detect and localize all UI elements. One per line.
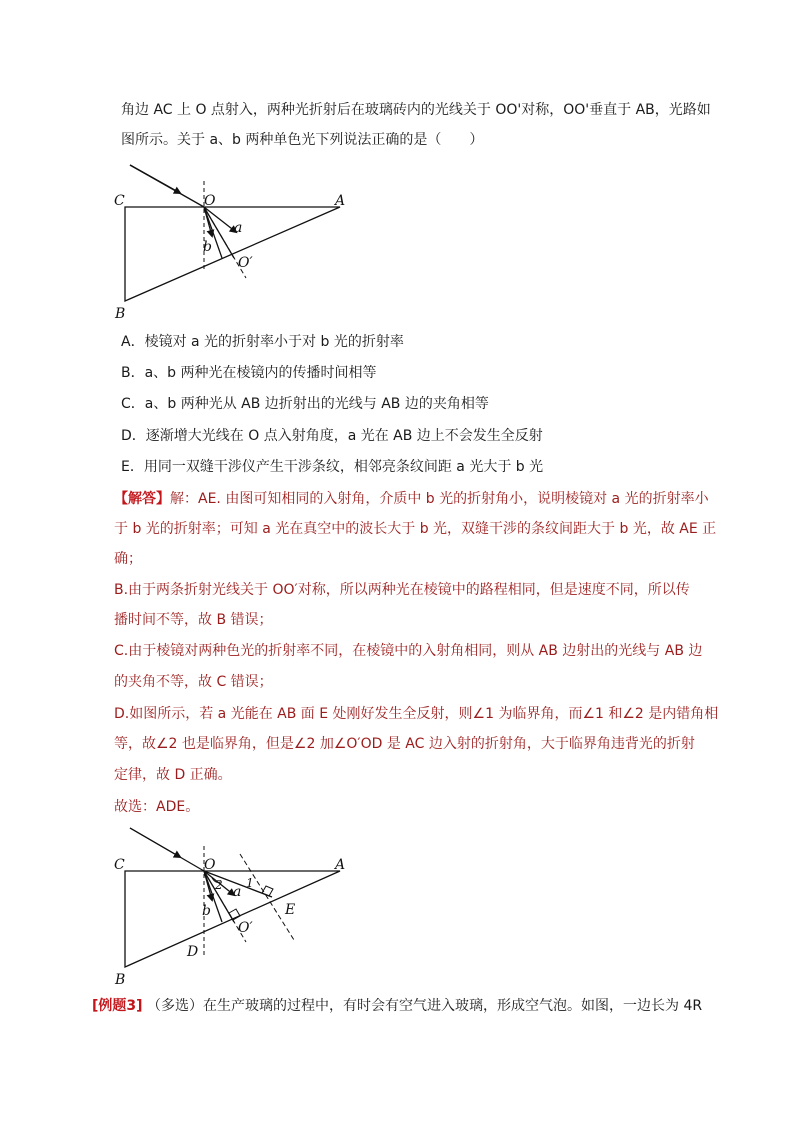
answer-line: 的夹角不等，故 C 错误；: [114, 674, 273, 690]
ray-label-b: b: [203, 239, 212, 255]
vertex-label-o: O: [204, 857, 216, 873]
option-a: A．棱镜对 a 光的折射率小于对 b 光的折射率: [121, 334, 404, 350]
point-label-oprime: O′: [238, 255, 253, 271]
answer-line: [114, 490, 709, 508]
answer-line: C.由于棱镜对两种色光的折射率不同，在棱镜中的入射角相同，则从 AB 边射出的光线与 AB 边: [114, 643, 703, 659]
example-3-line: [92, 997, 702, 1015]
vertex-label-c: C: [114, 193, 125, 209]
ray-label-b: b: [202, 903, 211, 919]
point-label-oprime: O′: [238, 920, 253, 936]
intro-line: 角边 AC 上 O 点射入，两种光折射后在玻璃砖内的光线关于 OO'对称，OO'垂直于 AB，光路如: [121, 102, 711, 118]
answer-line: 定律，故 D 正确。: [114, 767, 232, 783]
vertex-label-a: A: [335, 193, 346, 209]
vertex-label-b: B: [115, 306, 126, 322]
ray-label-a: a: [233, 884, 242, 900]
point-label-e: E: [285, 902, 296, 918]
vertex-label-b: B: [115, 972, 126, 988]
option-d: D．逐渐增大光线在 O 点入射角度，a 光在 AB 边上不会发生全反射: [121, 428, 543, 444]
example-tag: [例题3]: [92, 998, 143, 1014]
option-e: E．用同一双缝干涉仪产生干涉条纹，相邻亮条纹间距 a 光大于 b 光: [121, 459, 544, 475]
answer-text: 解：AE. 由图可知相同的入射角，介质中 b 光的折射角小，说明棱镜对 a 光的折射率小: [170, 491, 709, 507]
answer-conclusion: 故选：ADE。: [114, 799, 200, 815]
point-label-d: D: [187, 944, 199, 960]
intro-line: 图所示。关于 a、b 两种单色光下列说法正确的是（ ）: [121, 132, 484, 148]
answer-line: 播时间不等，故 B 错误；: [114, 612, 273, 628]
answer-line: B.由于两条折射光线关于 OO′对称，所以两种光在棱镜中的路程相同，但是速度不同，所以传: [114, 582, 690, 598]
option-c: C．a、b 两种光从 AB 边折射出的光线与 AB 边的夹角相等: [121, 396, 489, 412]
answer-tag: 【解答】: [114, 491, 170, 507]
vertex-label-a: A: [335, 857, 346, 873]
answer-line: 确；: [114, 551, 142, 567]
vertex-label-c: C: [114, 857, 125, 873]
answer-line: D.如图所示，若 a 光能在 AB 面 E 处刚好发生全反射，则∠1 为临界角，而∠1 和∠2 是内错角相: [114, 706, 719, 722]
angle-label-1: 1: [246, 876, 254, 890]
answer-line: 等，故∠2 也是临界角，但是∠2 加∠O′OD 是 AC 边入射的折射角，大于临界角违背光的折射: [114, 736, 695, 752]
answer-line: 于 b 光的折射率；可知 a 光在真空中的波长大于 b 光，双缝干涉的条纹间距大于 b 光，故 AE 正: [114, 521, 717, 537]
option-b: B．a、b 两种光在棱镜内的传播时间相等: [121, 365, 377, 381]
ray-label-a: a: [234, 220, 243, 236]
example-text: （多选）在生产玻璃的过程中，有时会有空气进入玻璃，形成空气泡。如图，一边长为 4R: [147, 998, 703, 1014]
angle-label-2: 2: [215, 878, 223, 892]
vertex-label-o: O: [204, 193, 216, 209]
prism-figure-1: [110, 160, 370, 325]
prism-figure-2: [110, 824, 370, 989]
